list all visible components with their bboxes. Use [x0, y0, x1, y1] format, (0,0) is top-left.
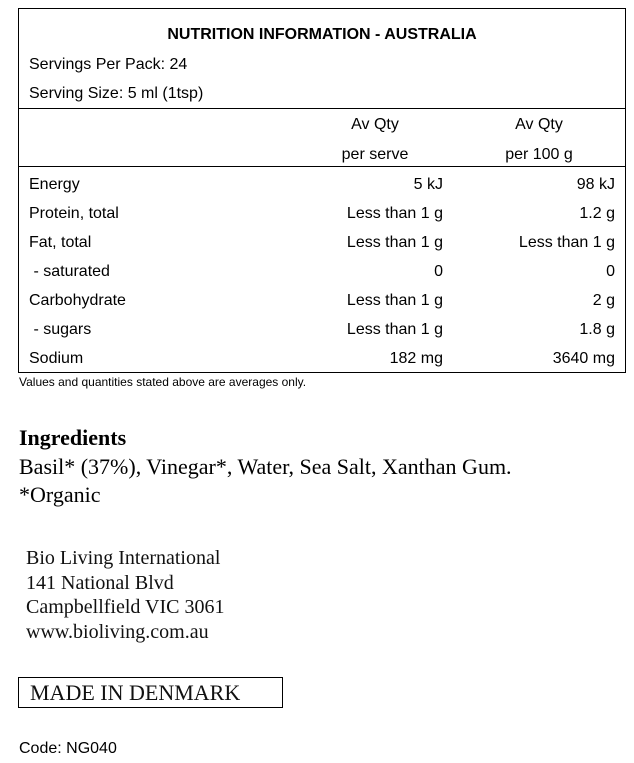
nutrient-name: Sodium [29, 350, 84, 367]
nutrient-row-fat [19, 234, 625, 263]
nutrient-row-sugars [19, 321, 625, 350]
col-header-per-100g-line2: per 100 g [505, 146, 573, 163]
country-of-origin-box: MADE IN DENMARK [18, 677, 283, 708]
per-serve-value: 5 kJ [413, 176, 443, 193]
nutrient-name: Energy [29, 176, 80, 193]
nutrient-row-carbohydrate [19, 292, 625, 321]
nutrient-row-saturated [19, 263, 625, 292]
nutrient-name: Fat, total [29, 234, 92, 251]
company-name: Bio Living International [26, 547, 221, 569]
ingredients-text [19, 453, 512, 509]
col-header-per-100g-line1: Av Qty [515, 116, 563, 133]
nutrition-information-panel [18, 8, 626, 373]
ingredients-heading: Ingredients [19, 425, 127, 450]
per-serve-value: Less than 1 g [346, 234, 443, 251]
divider-header [19, 166, 625, 167]
per-serve-value: 0 [434, 263, 443, 280]
ingredients-list: Basil* (37%), Vinegar*, Water, Sea Salt, Xanthan Gum. [19, 454, 512, 479]
servings-per-pack: Servings Per Pack: 24 [29, 56, 188, 73]
city-postcode: Campbellfield VIC 3061 [26, 596, 225, 618]
col-header-per-serve-line2: per serve [341, 146, 409, 163]
panel-title: NUTRITION INFORMATION - AUSTRALIA [167, 26, 477, 43]
per-100g-value: 1.8 g [579, 321, 615, 338]
distributor-address [26, 546, 225, 644]
website: www.bioliving.com.au [26, 620, 209, 643]
averages-footnote: Values and quantities stated above are averages only. [19, 375, 307, 389]
per-100g-value: Less than 1 g [518, 234, 615, 251]
per-serve-value: 182 mg [389, 350, 443, 367]
per-100g-value: 3640 mg [552, 350, 615, 367]
nutrient-name: Carbohydrate [29, 292, 126, 309]
per-100g-value: 2 g [592, 292, 615, 309]
product-code: Code: NG040 [19, 740, 117, 757]
col-header-per-serve-line1: Av Qty [351, 116, 399, 133]
serving-size: Serving Size: 5 ml (1tsp) [29, 85, 204, 102]
street-address: 141 National Blvd [26, 571, 174, 594]
nutrient-row-protein [19, 205, 625, 234]
per-100g-value: 98 kJ [576, 176, 615, 193]
nutrient-name: Protein, total [29, 205, 119, 222]
per-serve-value: Less than 1 g [346, 321, 443, 338]
organic-note: *Organic [19, 482, 101, 507]
per-serve-value: Less than 1 g [346, 292, 443, 309]
nutrient-row-energy [19, 176, 625, 205]
divider-top [19, 108, 625, 109]
nutrient-name: - saturated [29, 263, 110, 280]
per-serve-value: Less than 1 g [346, 205, 443, 222]
per-100g-value: 1.2 g [579, 205, 615, 222]
per-100g-value: 0 [606, 263, 615, 280]
nutrient-name: - sugars [29, 321, 92, 338]
